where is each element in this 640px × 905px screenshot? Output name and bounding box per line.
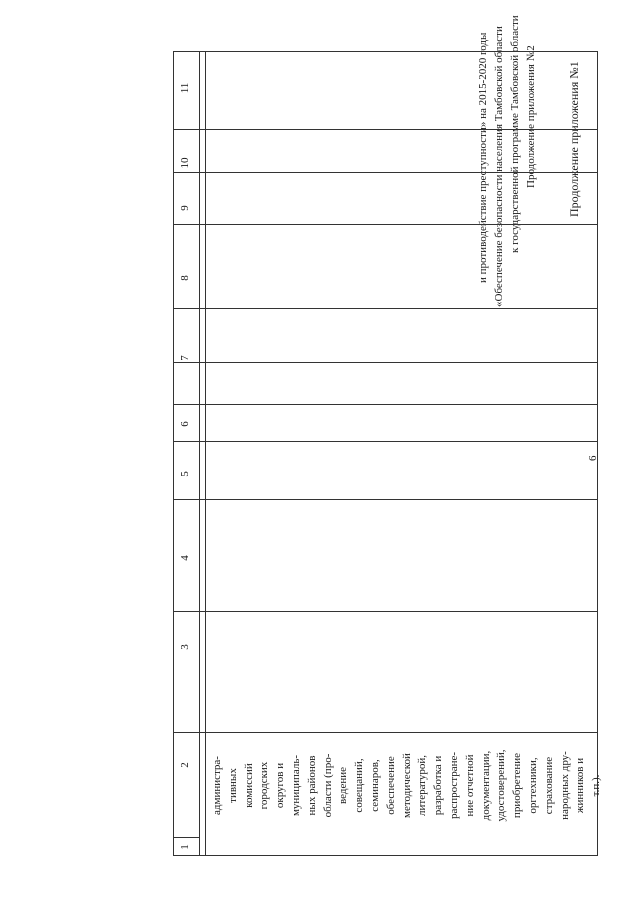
appendix-2-line1: Продолжение приложения №2: [525, 45, 537, 188]
cell-col2-line: методической: [400, 753, 413, 818]
cell-col2-line: администра-: [211, 756, 223, 815]
col-border-6-7: [173, 404, 598, 405]
col-border-1-2: [173, 837, 199, 838]
appendix-2-line2: к государственной программе Тамбовской области: [509, 15, 521, 253]
cell-col2-line: округов и: [274, 762, 287, 809]
appendix-2-line3: «Обеспечение безопасности населения Тамбовской области: [493, 26, 505, 307]
cell-col2-line: комиссий: [242, 763, 255, 808]
cell-col2-line: оргтехники,: [526, 757, 539, 814]
col-border-11-end: [173, 129, 598, 130]
col-border-2-3: [173, 732, 598, 733]
cell-col2-line: обеспечение: [384, 756, 397, 815]
cell-col2-line: ведение: [337, 767, 350, 805]
col-border-9-10: [173, 224, 598, 225]
col-border-4-5: [173, 499, 598, 500]
column-number-5: 5: [179, 471, 191, 477]
cell-col2-line: приобретение: [511, 752, 524, 819]
column-number-4: 4: [179, 555, 191, 561]
column-number-11: 11: [179, 82, 191, 94]
cell-col2-line: народных дру-: [558, 751, 571, 820]
cell-col2-line: муниципаль-: [289, 754, 302, 817]
cell-col2-line: ние отчетной: [463, 754, 476, 817]
table-right-edge: [173, 51, 598, 52]
column-number-7: 7: [179, 355, 191, 361]
cell-col2-line: литературой,: [416, 755, 429, 816]
column-number-1: 1: [179, 844, 191, 850]
col-border-10-11: [173, 172, 598, 173]
col-border-3-4: [173, 611, 598, 612]
cell-col2-line: тивных: [226, 768, 239, 803]
col-border-8-9: [173, 308, 598, 309]
cell-col2-line: т.п.).: [590, 774, 603, 797]
appendix-2-line4: и противодействие преступности» на 2015-2020 годы: [477, 32, 489, 283]
cell-col2-line: области (про-: [321, 753, 334, 818]
cell-col2-line: ных районов: [305, 755, 318, 816]
col-border-5-6: [173, 441, 598, 442]
cell-col2-line: документации,: [479, 750, 492, 821]
appendix-1-continuation: Продолжение приложения №1: [567, 61, 581, 217]
cell-col2-line: жинников и: [574, 757, 587, 814]
col-border-7-8: [173, 362, 598, 363]
cell-col2-line: удостоверений,: [495, 749, 508, 822]
column-number-6: 6: [179, 421, 191, 427]
column-number-3: 3: [179, 644, 191, 650]
cell-col2-line: разработка и: [432, 755, 445, 816]
cell-col2-line: семинаров,: [368, 759, 381, 812]
cell-col2-line: распростране-: [447, 751, 460, 820]
column-number-8: 8: [179, 275, 191, 281]
cell-col2-line: городских: [258, 761, 271, 810]
cell-col2-line: совещаний,: [353, 758, 366, 813]
column-number-9: 9: [179, 205, 191, 211]
page-number: 6: [587, 455, 599, 461]
cell-col2-text: [210, 735, 605, 836]
column-number-10: 10: [179, 157, 191, 169]
table-left-edge: [173, 855, 598, 856]
cell-col2-line: страхование: [542, 756, 555, 815]
column-number-2: 2: [179, 762, 191, 768]
